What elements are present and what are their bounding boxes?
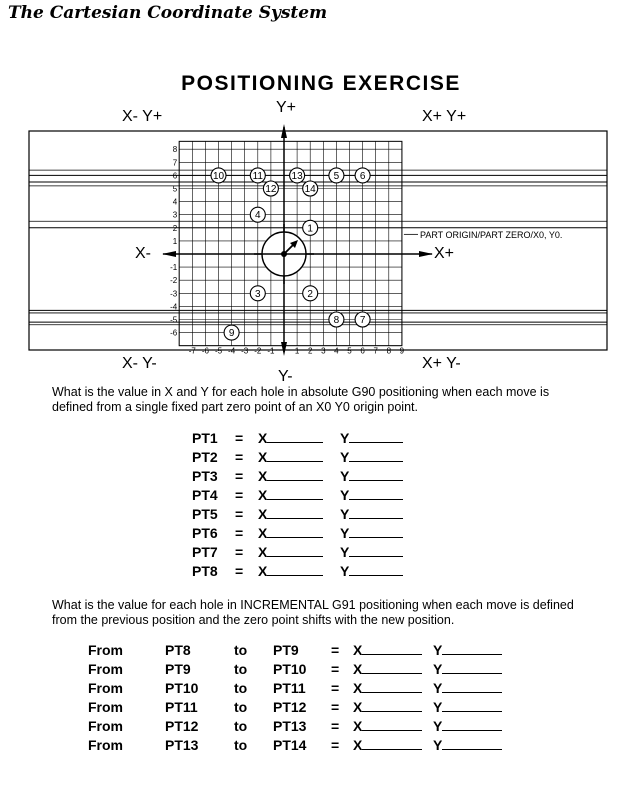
to-word: to bbox=[234, 642, 248, 658]
y-blank[interactable] bbox=[349, 525, 403, 538]
x-answer bbox=[258, 506, 323, 522]
y-blank[interactable] bbox=[349, 544, 403, 557]
x-prefix: X bbox=[353, 680, 363, 696]
x-blank[interactable] bbox=[267, 544, 323, 557]
x-blank[interactable] bbox=[362, 718, 422, 731]
x-tick-label: -4 bbox=[228, 346, 236, 356]
y-prefix: Y bbox=[340, 487, 350, 503]
x-prefix: X bbox=[353, 718, 363, 734]
to-word: to bbox=[234, 661, 248, 677]
x-blank[interactable] bbox=[267, 430, 323, 443]
equals-sign: = bbox=[331, 680, 340, 696]
hole-label: 4 bbox=[255, 210, 261, 222]
x-tick-label: -6 bbox=[201, 346, 209, 356]
y-tick-label: 7 bbox=[172, 158, 178, 168]
diagram-frame bbox=[29, 131, 607, 350]
y-minus-arrowhead bbox=[281, 342, 287, 356]
x-prefix: X bbox=[258, 468, 268, 484]
x-blank[interactable] bbox=[267, 449, 323, 462]
x-plus-arrowhead bbox=[419, 251, 433, 257]
x-prefix: X bbox=[258, 430, 268, 446]
point-label: PT6 bbox=[192, 525, 218, 541]
origin-label: PART ORIGIN/PART ZERO/X0, Y0. bbox=[420, 230, 563, 240]
x-blank[interactable] bbox=[267, 525, 323, 538]
x-blank[interactable] bbox=[362, 680, 422, 693]
y-prefix: Y bbox=[340, 506, 350, 522]
x-tick-label: 2 bbox=[307, 346, 313, 356]
y-prefix: Y bbox=[433, 661, 443, 677]
y-prefix: Y bbox=[433, 680, 443, 696]
to-point: PT14 bbox=[273, 737, 307, 753]
from-point: PT12 bbox=[165, 718, 199, 734]
x-minus-arrowhead bbox=[162, 251, 176, 257]
x-prefix: X bbox=[258, 544, 268, 560]
y-tick-label: -5 bbox=[170, 315, 178, 325]
from-word: From bbox=[88, 680, 123, 696]
x-tick-label: -5 bbox=[214, 346, 223, 356]
equals-sign: = bbox=[235, 563, 244, 579]
equals-sign: = bbox=[235, 544, 244, 560]
equals-sign: = bbox=[235, 487, 244, 503]
y-answer bbox=[340, 506, 403, 522]
y-prefix: Y bbox=[340, 468, 350, 484]
x-tick-label: 5 bbox=[347, 346, 352, 356]
axis-label-x-plus: X+ bbox=[434, 245, 455, 262]
x-tick-label: 3 bbox=[321, 346, 326, 356]
equals-sign: = bbox=[235, 468, 244, 484]
quadrant-label-bottom-left: X- Y- bbox=[122, 355, 157, 372]
x-blank[interactable] bbox=[362, 642, 422, 655]
equals-sign: = bbox=[331, 661, 340, 677]
y-tick-label: 3 bbox=[172, 210, 178, 220]
x-blank[interactable] bbox=[362, 699, 422, 712]
y-blank[interactable] bbox=[349, 487, 403, 500]
quadrant-label-top-right: X+ Y+ bbox=[422, 108, 467, 125]
x-answer bbox=[258, 544, 323, 560]
document-title: The Cartesian Coordinate System bbox=[8, 3, 328, 23]
y-answer bbox=[340, 430, 403, 446]
exercise-title: POSITIONING EXERCISE bbox=[181, 72, 461, 95]
point-label: PT3 bbox=[192, 468, 218, 484]
y-tick-label: 5 bbox=[172, 184, 178, 194]
hole-label: 13 bbox=[291, 170, 303, 182]
x-tick-label: 9 bbox=[399, 346, 405, 356]
hole-label: 12 bbox=[265, 184, 277, 195]
x-tick-label: -7 bbox=[188, 346, 196, 356]
y-tick-label: 8 bbox=[172, 145, 178, 155]
from-point: PT13 bbox=[165, 737, 199, 753]
y-tick-label: -6 bbox=[170, 328, 178, 338]
x-prefix: X bbox=[258, 563, 268, 579]
x-tick-label: 1 bbox=[294, 346, 300, 356]
y-blank[interactable] bbox=[442, 661, 502, 674]
to-word: to bbox=[234, 680, 248, 696]
y-prefix: Y bbox=[340, 430, 350, 446]
hole-label: 9 bbox=[228, 328, 235, 340]
x-prefix: X bbox=[353, 661, 363, 677]
point-label: PT8 bbox=[192, 563, 218, 579]
y-tick-label: -3 bbox=[170, 289, 178, 299]
y-prefix: Y bbox=[433, 642, 443, 658]
axis-label-y-plus: Y+ bbox=[276, 99, 297, 116]
x-answer bbox=[258, 430, 323, 446]
x-blank[interactable] bbox=[362, 661, 422, 674]
y-blank[interactable] bbox=[349, 506, 403, 519]
to-word: to bbox=[234, 737, 248, 753]
from-point: PT10 bbox=[165, 680, 199, 696]
x-answer bbox=[258, 563, 323, 579]
y-tick-label: -4 bbox=[170, 302, 178, 312]
y-answer bbox=[433, 737, 502, 753]
x-prefix: X bbox=[258, 487, 268, 503]
x-blank[interactable] bbox=[267, 487, 323, 500]
x-answer bbox=[353, 737, 422, 753]
y-prefix: Y bbox=[340, 449, 350, 465]
hole-label: 14 bbox=[304, 184, 316, 195]
x-answer bbox=[258, 449, 323, 465]
point-label: PT5 bbox=[192, 506, 218, 522]
equals-sign: = bbox=[331, 642, 340, 658]
hole-label: 8 bbox=[333, 315, 340, 326]
x-prefix: X bbox=[353, 737, 363, 753]
y-blank[interactable] bbox=[442, 718, 502, 731]
to-point: PT13 bbox=[273, 718, 307, 734]
x-answer bbox=[353, 718, 422, 734]
axis-label-x-minus: X- bbox=[135, 245, 151, 262]
x-blank[interactable] bbox=[267, 468, 323, 481]
x-prefix: X bbox=[258, 506, 268, 522]
hole-label: 1 bbox=[307, 223, 313, 235]
hole-label: 6 bbox=[359, 170, 366, 182]
point-label: PT4 bbox=[192, 487, 218, 503]
incremental-question: What is the value for each hole in INCREMENTAL G91 positioning when each move is defined from the previous position and the zero point shifts with the new position. bbox=[52, 598, 574, 627]
y-prefix: Y bbox=[340, 563, 350, 579]
x-tick-label: -3 bbox=[241, 346, 249, 356]
point-label: PT7 bbox=[192, 544, 218, 560]
from-point: PT8 bbox=[165, 642, 191, 658]
x-tick-label: 7 bbox=[373, 346, 378, 356]
from-word: From bbox=[88, 699, 123, 715]
horizontal-bands bbox=[29, 170, 607, 325]
equals-sign: = bbox=[235, 525, 244, 541]
hole-label: 3 bbox=[255, 288, 261, 300]
y-tick-label: 6 bbox=[172, 171, 178, 181]
y-blank[interactable] bbox=[442, 680, 502, 693]
y-tick-label: -2 bbox=[170, 276, 178, 286]
y-blank[interactable] bbox=[442, 699, 502, 712]
hole-label: 10 bbox=[212, 170, 225, 182]
y-tick-label: 2 bbox=[172, 223, 178, 233]
equals-sign: = bbox=[331, 737, 340, 753]
hole-label: 7 bbox=[359, 315, 366, 326]
to-point: PT10 bbox=[273, 661, 307, 677]
x-answer bbox=[353, 642, 422, 658]
equals-sign: = bbox=[331, 718, 340, 734]
x-tick-label: 6 bbox=[360, 346, 365, 356]
y-blank[interactable] bbox=[349, 468, 403, 481]
x-answer bbox=[353, 661, 422, 677]
x-prefix: X bbox=[258, 525, 268, 541]
x-tick-label: 8 bbox=[386, 346, 392, 356]
y-answer bbox=[340, 449, 403, 465]
y-blank[interactable] bbox=[442, 642, 502, 655]
y-answer bbox=[433, 718, 502, 734]
from-point: PT11 bbox=[165, 699, 198, 715]
equals-sign: = bbox=[235, 430, 244, 446]
y-answer bbox=[433, 680, 502, 696]
quadrant-label-bottom-right: X+ Y- bbox=[422, 355, 461, 372]
y-tick-label: 1 bbox=[172, 236, 178, 246]
to-point: PT11 bbox=[273, 680, 306, 696]
x-blank[interactable] bbox=[362, 737, 422, 750]
from-word: From bbox=[88, 737, 123, 753]
x-answer bbox=[258, 468, 323, 484]
point-label: PT2 bbox=[192, 449, 218, 465]
x-answer bbox=[353, 680, 422, 696]
y-answer bbox=[340, 468, 403, 484]
y-blank[interactable] bbox=[349, 563, 403, 576]
y-prefix: Y bbox=[340, 544, 350, 560]
y-tick-label: 4 bbox=[172, 197, 178, 207]
y-prefix: Y bbox=[433, 699, 443, 715]
y-answer bbox=[340, 563, 403, 579]
hole-label: 5 bbox=[333, 170, 340, 182]
y-answer bbox=[340, 525, 403, 541]
to-word: to bbox=[234, 699, 248, 715]
y-prefix: Y bbox=[433, 737, 443, 753]
point-label: PT1 bbox=[192, 430, 218, 446]
x-blank[interactable] bbox=[267, 506, 323, 519]
y-blank[interactable] bbox=[442, 737, 502, 750]
x-tick-label: -1 bbox=[267, 346, 275, 356]
from-word: From bbox=[88, 661, 123, 677]
to-point: PT9 bbox=[273, 642, 299, 658]
x-answer bbox=[353, 699, 422, 715]
y-answer bbox=[433, 699, 502, 715]
x-prefix: X bbox=[258, 449, 268, 465]
y-answer bbox=[433, 642, 502, 658]
quadrant-label-top-left: X- Y+ bbox=[122, 108, 163, 125]
y-answer bbox=[340, 544, 403, 560]
y-answer bbox=[340, 487, 403, 503]
to-point: PT12 bbox=[273, 699, 307, 715]
y-prefix: Y bbox=[433, 718, 443, 734]
from-word: From bbox=[88, 642, 123, 658]
x-prefix: X bbox=[353, 642, 363, 658]
x-blank[interactable] bbox=[267, 563, 323, 576]
from-word: From bbox=[88, 718, 123, 734]
from-point: PT9 bbox=[165, 661, 191, 677]
x-answer bbox=[258, 525, 323, 541]
axis-label-y-minus: Y- bbox=[278, 368, 293, 385]
x-answer bbox=[258, 487, 323, 503]
y-prefix: Y bbox=[340, 525, 350, 541]
y-blank[interactable] bbox=[349, 449, 403, 462]
hole-label: 2 bbox=[307, 288, 313, 300]
equals-sign: = bbox=[235, 506, 244, 522]
equals-sign: = bbox=[235, 449, 244, 465]
hole-label: 11 bbox=[252, 170, 263, 182]
y-tick-label: -1 bbox=[170, 263, 178, 273]
to-word: to bbox=[234, 718, 248, 734]
y-answer bbox=[433, 661, 502, 677]
x-tick-label: 4 bbox=[334, 346, 339, 356]
absolute-question: What is the value in X and Y for each hole in absolute G90 positioning when each move is defined from a single fixed part zero point of an X0 Y0 origin point. bbox=[52, 385, 550, 414]
x-prefix: X bbox=[353, 699, 363, 715]
x-tick-label: -2 bbox=[254, 346, 262, 356]
equals-sign: = bbox=[331, 699, 340, 715]
y-blank[interactable] bbox=[349, 430, 403, 443]
origin-dot bbox=[281, 251, 287, 257]
